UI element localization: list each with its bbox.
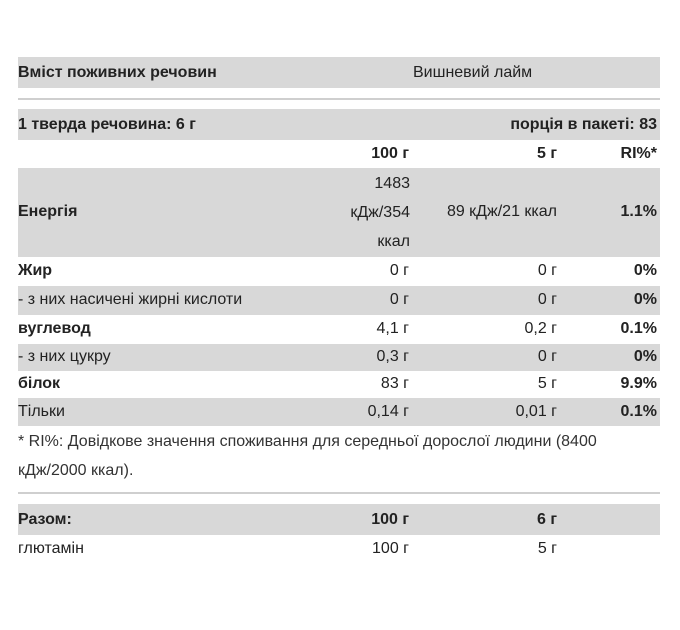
value-per-5g: 0 г: [537, 348, 557, 365]
table-row: [18, 398, 660, 426]
column-header-100g: 100 г: [371, 145, 409, 162]
nutrient-name: Тільки: [18, 403, 65, 420]
table-row: [18, 257, 660, 286]
value-per-5g: 0,01 г: [515, 403, 557, 420]
table-row: [18, 286, 660, 315]
value-ri: 0%: [633, 262, 657, 279]
table-row: [18, 371, 660, 398]
amino-per-100g: 100 г: [372, 540, 409, 557]
amino-header-6g: 6 г: [536, 511, 557, 528]
amino-row: [18, 535, 660, 565]
energy-ri: 1.1%: [620, 203, 657, 220]
serving-row: [18, 109, 660, 140]
value-per-100g: 0,3 г: [376, 348, 409, 365]
table-row: [18, 344, 660, 371]
servings-per-pack: порція в пакеті: 83: [510, 116, 657, 133]
value-per-100g: 0,14 г: [367, 403, 409, 420]
value-per-100g: 83 г: [380, 375, 409, 392]
value-ri: 0.1%: [620, 320, 657, 337]
column-header-row: [18, 140, 660, 168]
amino-header-100g: 100 г: [371, 511, 409, 528]
amino-header-row: [18, 504, 660, 535]
amino-name: глютамін: [18, 540, 84, 557]
serving-size: 1 тверда речовина: 6 г: [18, 116, 196, 133]
value-per-100g: 0 г: [389, 291, 409, 308]
value-per-100g: 0 г: [389, 262, 409, 279]
divider: [18, 98, 660, 100]
table-row-energy: [18, 168, 660, 257]
nutrient-name: вуглевод: [18, 320, 91, 337]
energy-per-5g: 89 кДж/21 ккал: [446, 203, 557, 220]
value-per-5g: 0 г: [537, 262, 557, 279]
value-per-5g: 5 г: [537, 375, 557, 392]
table-row: [18, 315, 660, 344]
ri-footnote: * RI%: Довідкове значення споживання для середньої дорослої людини (8400 кДж/2000 ккал).: [18, 433, 597, 479]
flavor-label: Вишневий лайм: [413, 64, 533, 81]
column-header-5g: 5 г: [536, 145, 557, 162]
value-ri: 0%: [633, 348, 657, 365]
value-ri: 9.9%: [620, 375, 657, 392]
nutrient-name: білок: [18, 375, 61, 392]
divider: [18, 492, 660, 494]
amino-total-label: Разом:: [18, 511, 72, 528]
nutrient-name: Жир: [18, 262, 53, 279]
table-title: Вміст поживних речовин: [18, 64, 217, 81]
value-ri: 0.1%: [620, 403, 657, 420]
energy-per-100g: 1483 кДж/354 ккал: [350, 175, 410, 250]
value-per-5g: 0 г: [537, 291, 557, 308]
nutrient-name: - з них цукру: [18, 348, 111, 365]
value-per-5g: 0,2 г: [524, 320, 557, 337]
column-header-ri: RI%*: [620, 145, 657, 162]
amino-per-6g: 5 г: [537, 540, 557, 557]
value-per-100g: 4,1 г: [376, 320, 409, 337]
nutrient-name: Енергія: [18, 203, 78, 220]
table-header-row: [18, 57, 660, 88]
nutrient-name: - з них насичені жирні кислоти: [18, 291, 243, 308]
value-ri: 0%: [633, 291, 657, 308]
